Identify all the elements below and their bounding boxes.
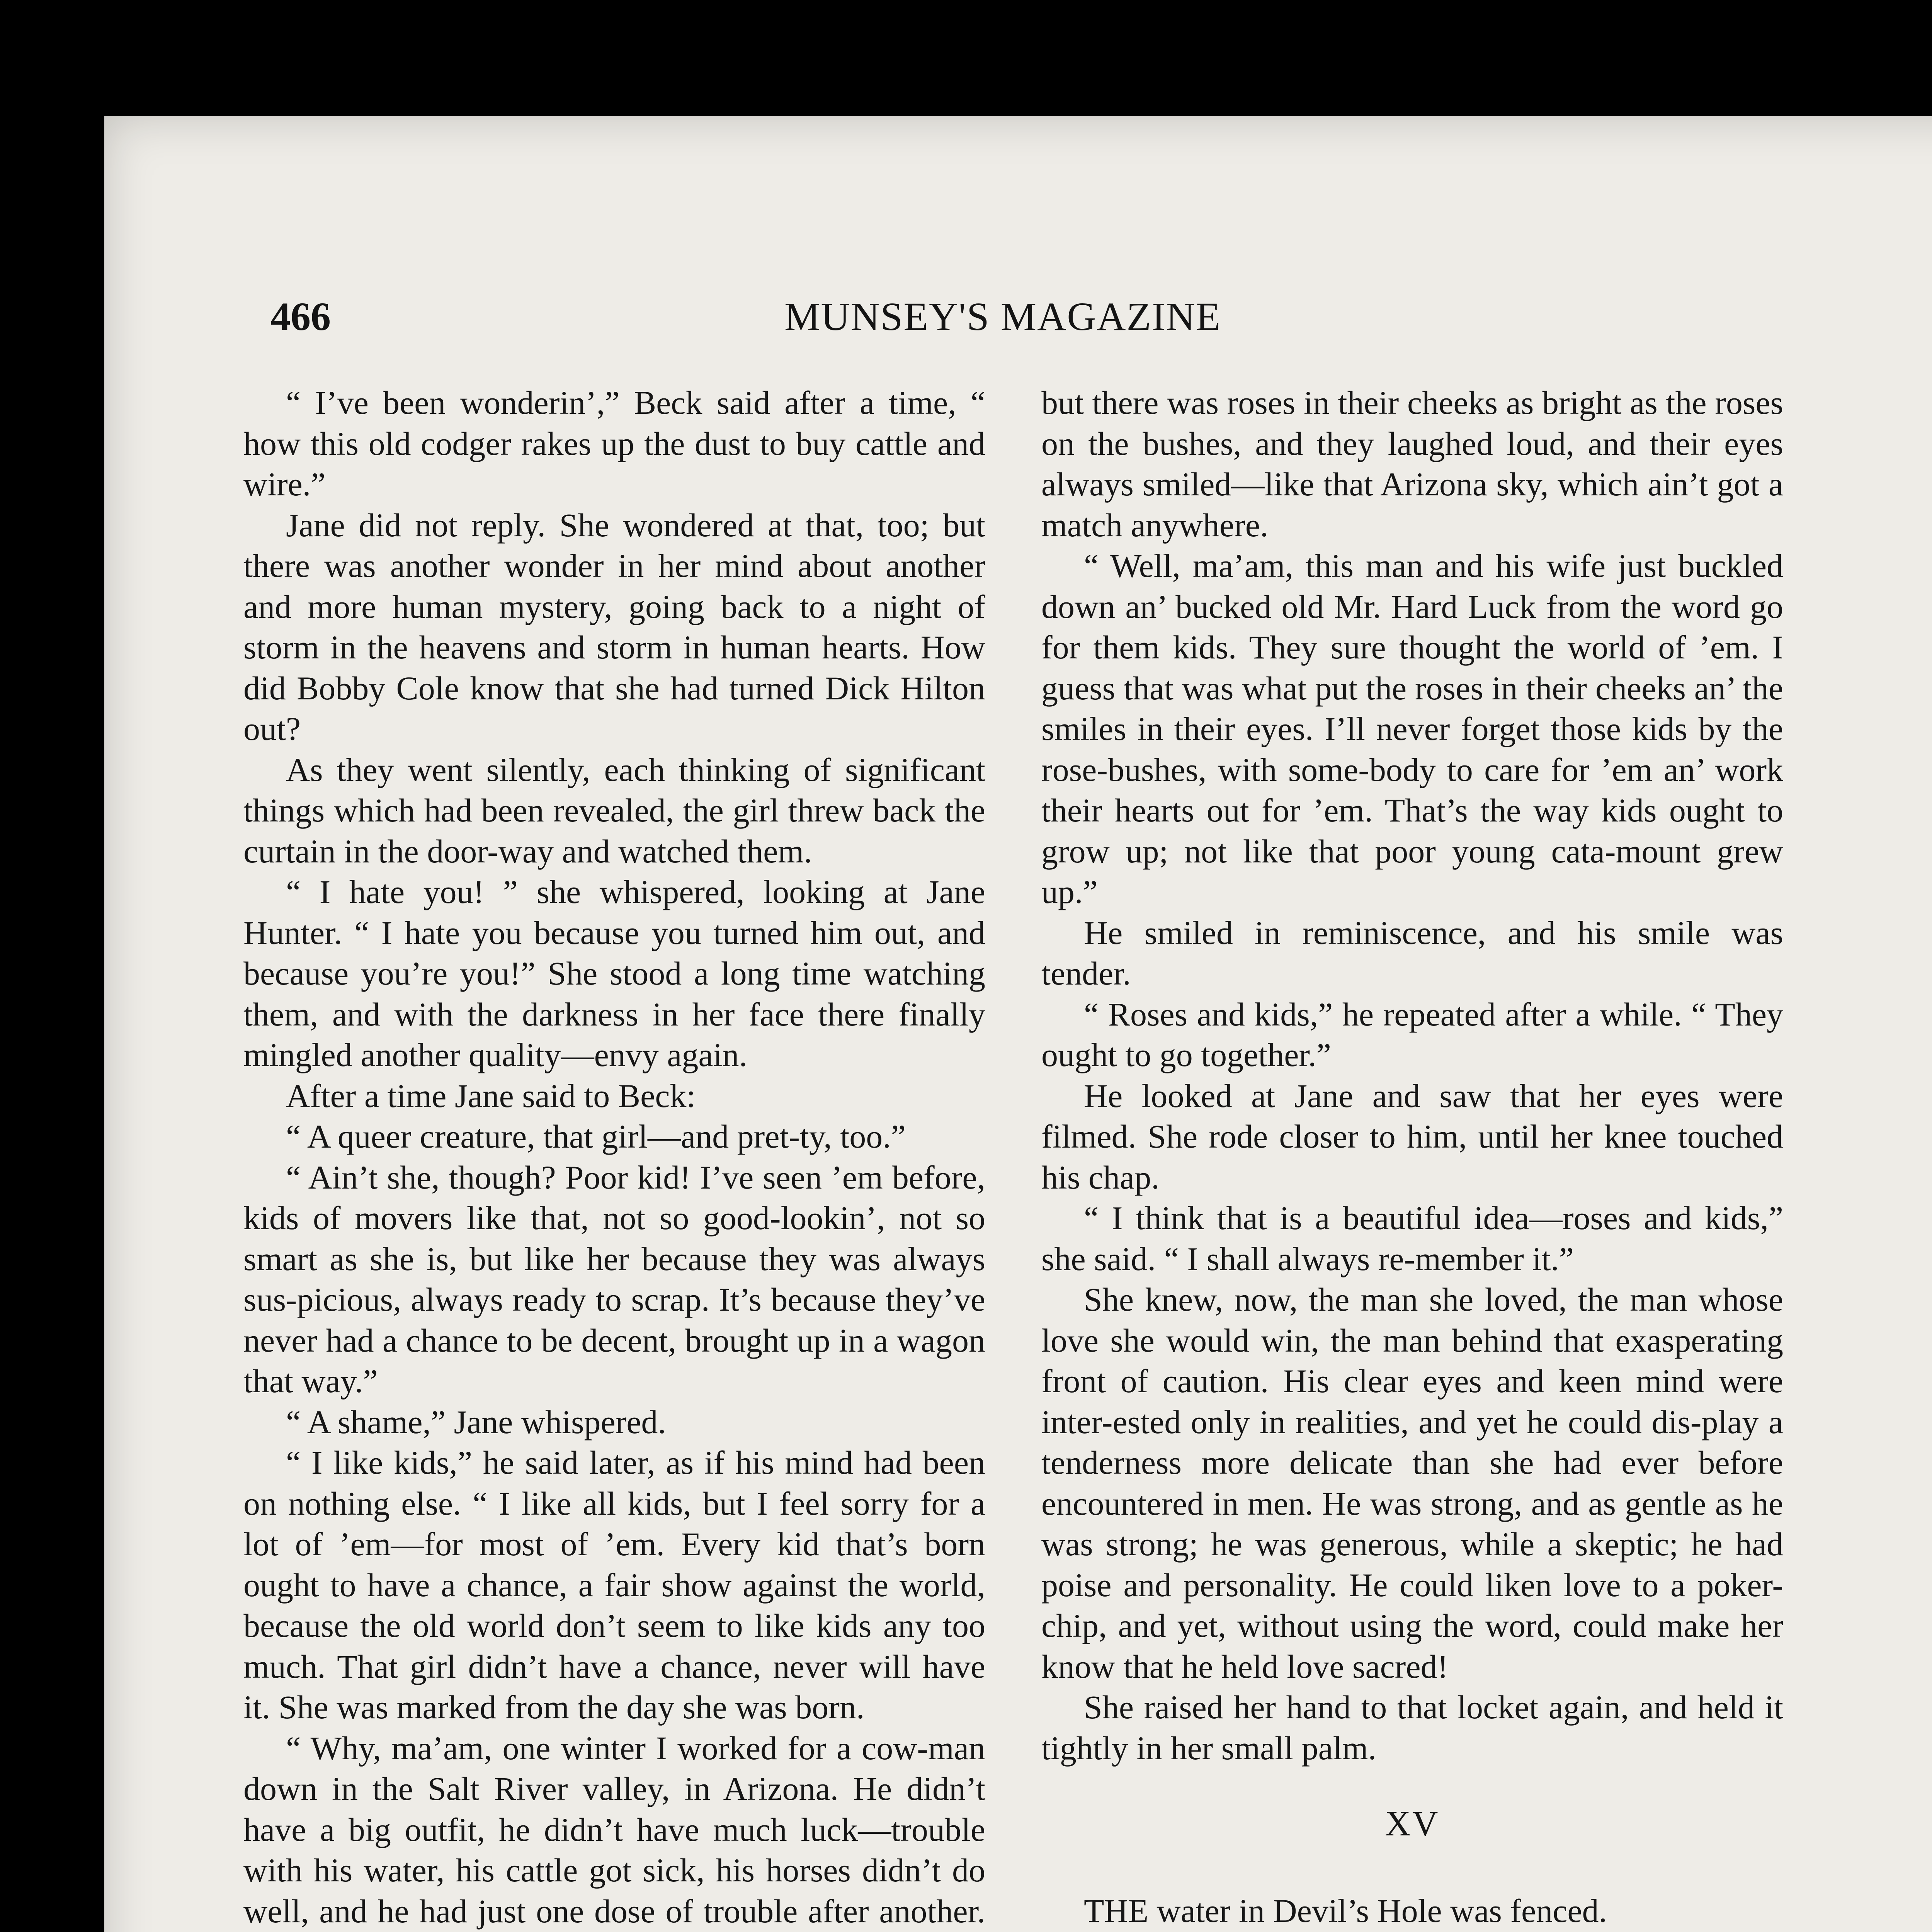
paragraph: “ A queer creature, that girl—and pret-ty, too.” bbox=[286, 1118, 906, 1155]
paragraph: THE water in Devil’s Hole was fenced. bbox=[1084, 1892, 1607, 1929]
paragraph: “ I hate you! ” she whispered, looking at Jane Hunter. “ I hate you because you turned him out, and because you’re you!” She stood a long time watching them, and with the darkness in her face there finally mingled another quality—envy again. bbox=[243, 873, 985, 1073]
paragraph: “ Roses and kids,” he repeated after a while. “ They ought to go together.” bbox=[1041, 995, 1783, 1073]
paragraph: “ Why, ma’am, one winter I worked for a cow-man down in the Salt River valley, in Arizona. He didn’t have a big outfit, he didn’t have much luck—trouble with his water, his cattle got sick, his horses didn’t do well, and he had just one dose of trouble after another. bbox=[243, 1729, 985, 1930]
paragraph: but there was roses in their cheeks as bright as the roses on the bushes, and they laughed loud, and their eyes always smiled—like that Arizona sky, which ain’t got a match anywhere. bbox=[1041, 384, 1783, 544]
paragraph: He looked at Jane and saw that her eyes were filmed. She rode closer to him, until her knee touched his chap. bbox=[1041, 1077, 1783, 1196]
paragraph: “ Ain’t she, though? Poor kid! I’ve seen ’em before, kids of movers like that, not so good-lookin’, not so smart as she is, but like her because they was always sus-picious, always ready to scrap. It’s because they’ve never had a chance to be decent, brought up in a wagon that way.” bbox=[243, 1158, 985, 1400]
magazine-title: MUNSEY'S MAGAZINE bbox=[784, 294, 1221, 339]
paragraph: He smiled in reminiscence, and his smile was tender. bbox=[1041, 914, 1783, 992]
paragraph: As they went silently, each thinking of significant things which had been revealed, the girl threw back the curtain in the door-way and watched them. bbox=[243, 751, 985, 870]
left-text-column bbox=[243, 383, 985, 1932]
paragraph: She raised her hand to that locket again, and held it tightly in her small palm. bbox=[1041, 1689, 1783, 1767]
paragraph: “ I’ve been wonderin’,” Beck said after a time, “ how this old codger rakes up the dust to buy cattle and wire.” bbox=[243, 384, 985, 503]
paragraph: “ I think that is a beautiful idea—roses and kids,” she said. “ I shall always re-member it.” bbox=[1041, 1199, 1783, 1277]
section-heading: XV bbox=[1385, 1804, 1440, 1843]
paragraph: “ I like kids,” he said later, as if his mind had been on nothing else. “ I like all kids, but I feel sorry for a lot of ’em—for most of ’em. Every kid that’s born ought to have a chance, a fair show against the world, because the old world don’t seem to like kids any too much. That girl didn’t have a chance, never will have it. She was marked from the day she was born. bbox=[243, 1444, 985, 1726]
paragraph: “ A shame,” Jane whispered. bbox=[286, 1403, 666, 1440]
paragraph: After a time Jane said to Beck: bbox=[286, 1077, 696, 1114]
page-number: 466 bbox=[270, 294, 331, 339]
paragraph: “ Well, ma’am, this man and his wife just buckled down an’ bucked old Mr. Hard Luck from the word go for them kids. They sure thought the world of ’em. I guess that was what put the roses in their cheeks an’ the smiles in their eyes. I’ll never forget those kids by the rose-bushes, with some-body to care for ’em an’ work their hearts out for ’em. That’s the way kids ought to grow up; not like that poor young cata-mount grew up.” bbox=[1041, 547, 1783, 910]
paragraph: She knew, now, the man she loved, the man whose love she would win, the man behind that exasperating front of caution. His clear eyes and keen mind were inter-ested only in realities, and yet he could dis-play a tenderness more delicate than she had ever before encountered in men. He was strong, and as gentle as he was strong; he was generous, while a skeptic; he had poise and personality. He could liken love to a poker-chip, and yet, without using the word, could make her know that he held love sacred! bbox=[1041, 1281, 1783, 1685]
running-header bbox=[247, 294, 1793, 352]
paragraph: Jane did not reply. She wondered at that, too; but there was another wonder in her mind about another and more human mystery, going back to a night of storm in the heavens and storm in human hearts. How did Bobby Cole know that she had turned Dick Hilton out? bbox=[243, 506, 985, 747]
right-text-column bbox=[1041, 383, 1783, 1932]
